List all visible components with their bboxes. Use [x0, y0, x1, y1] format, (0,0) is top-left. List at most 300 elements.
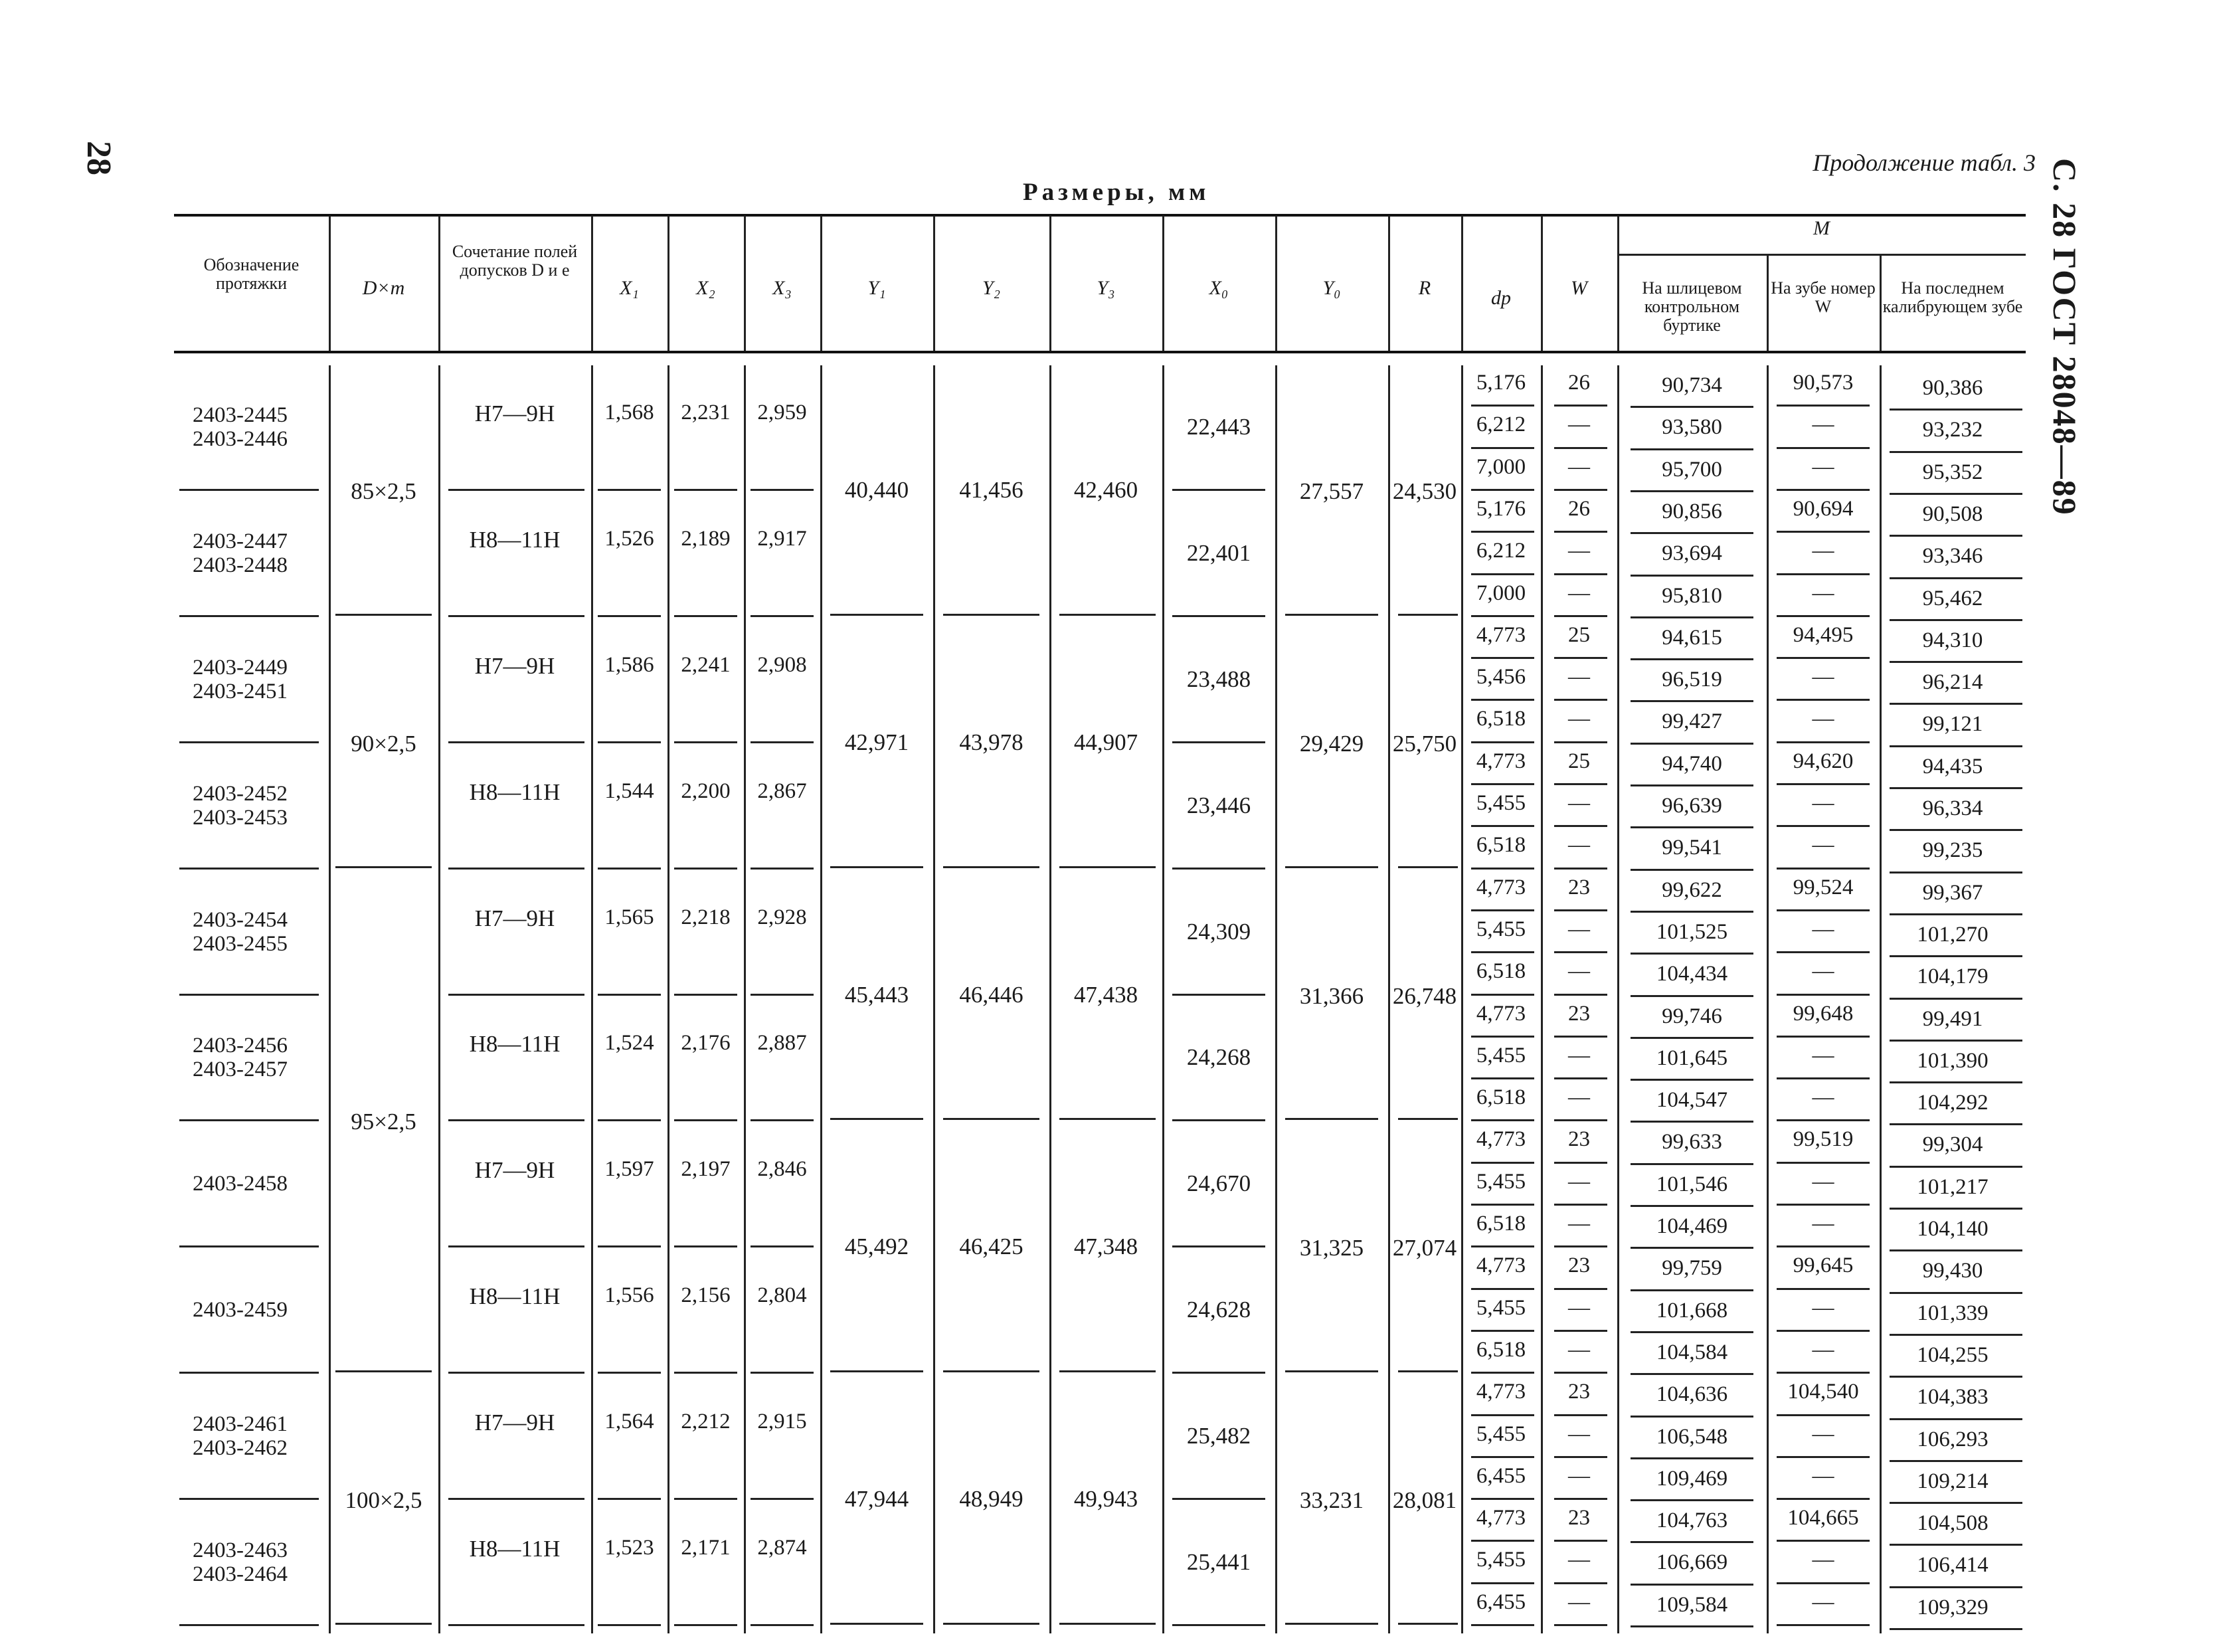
value-x2: 2,218	[681, 905, 731, 929]
value-m-tooth: —	[1812, 1463, 1834, 1488]
rule	[674, 741, 737, 743]
value-w: 23	[1568, 1127, 1590, 1152]
value-dp: 6,518	[1476, 1337, 1526, 1362]
value-m-last: 99,367	[1922, 880, 1983, 905]
rule	[1777, 825, 1870, 827]
value-dp: 4,773	[1476, 875, 1526, 899]
rule	[1631, 911, 1753, 913]
rule	[1890, 409, 2022, 411]
rule	[1777, 741, 1870, 743]
designation-code: 2403-2448	[193, 553, 288, 577]
rule	[1890, 1544, 2022, 1546]
rule	[1631, 1457, 1753, 1459]
rule	[1471, 1288, 1534, 1290]
value-x3: 2,915	[757, 1410, 807, 1434]
group-y3: 47,438	[1073, 981, 1138, 1008]
rule	[1890, 955, 2022, 957]
group-r: 27,074	[1392, 1235, 1457, 1261]
value-m-collar: 104,469	[1656, 1214, 1728, 1238]
value-x1: 1,586	[604, 652, 654, 677]
rule	[751, 1372, 814, 1374]
value-m-last: 101,390	[1917, 1048, 1989, 1073]
value-x0: 24,268	[1186, 1044, 1251, 1071]
rule	[1554, 1624, 1607, 1626]
value-x1: 1,524	[604, 1031, 654, 1055]
rule	[1554, 1414, 1607, 1416]
rule	[448, 1245, 584, 1247]
rule	[1471, 615, 1534, 617]
rule	[751, 489, 814, 491]
rule	[1471, 657, 1534, 659]
rule	[1172, 994, 1265, 996]
rule	[1172, 1119, 1265, 1121]
value-x3: 2,908	[757, 652, 807, 677]
value-m-tooth: —	[1812, 959, 1834, 984]
header-tolerance: Сочетание полей допусков D и e	[452, 242, 578, 280]
rule	[1172, 1372, 1265, 1374]
rule	[1554, 1204, 1607, 1206]
rule	[174, 351, 2026, 353]
rule	[1471, 1245, 1534, 1247]
rule	[751, 1119, 814, 1121]
designation-code: 2403-2451	[193, 679, 288, 703]
rule	[179, 1372, 319, 1374]
value-m-last: 96,334	[1922, 796, 1983, 820]
page-number: 28	[80, 141, 118, 175]
value-w: —	[1568, 539, 1590, 563]
designation-code: 2403-2449	[193, 655, 288, 680]
value-m-last: 104,508	[1917, 1511, 1989, 1536]
rule	[1162, 365, 1164, 1633]
value-x2: 2,231	[681, 400, 731, 424]
value-m-collar: 99,541	[1662, 836, 1722, 860]
rule	[1617, 365, 1619, 1633]
value-w: —	[1568, 1337, 1590, 1362]
rule	[1777, 573, 1870, 575]
value-m-collar: 94,740	[1662, 751, 1722, 776]
value-dp: 5,455	[1476, 1422, 1526, 1446]
group-y1: 40,440	[844, 476, 909, 503]
value-x2: 2,171	[681, 1536, 731, 1560]
value-m-collar: 99,759	[1662, 1256, 1722, 1281]
group-y1: 45,492	[844, 1234, 909, 1260]
value-x0: 24,309	[1186, 918, 1251, 945]
rule	[1471, 447, 1534, 449]
group-y1: 42,971	[844, 729, 909, 755]
value-dp: 4,773	[1476, 1506, 1526, 1530]
rule	[1767, 365, 1769, 1633]
rule	[1631, 869, 1753, 871]
rule	[1471, 951, 1534, 953]
rule	[329, 365, 331, 1633]
value-m-tooth: —	[1812, 1295, 1834, 1320]
rule	[1777, 615, 1870, 617]
rule	[1777, 868, 1870, 870]
rule	[1554, 825, 1607, 827]
value-x1: 1,544	[604, 779, 654, 803]
rule	[1777, 1036, 1870, 1038]
header-x0: X₀	[1209, 277, 1229, 299]
value-m-last: 104,255	[1917, 1342, 1989, 1367]
rule	[1554, 531, 1607, 533]
rule	[1777, 951, 1870, 953]
group-y3: 42,460	[1073, 476, 1138, 503]
header-m: M	[1813, 217, 1830, 239]
rule	[1631, 575, 1753, 577]
rule	[598, 489, 661, 491]
value-w: —	[1568, 454, 1590, 479]
value-m-tooth: 94,495	[1793, 622, 1854, 647]
designation-code: 2403-2463	[193, 1538, 288, 1563]
header-x3: X₃	[772, 277, 792, 299]
value-dp: 4,773	[1476, 622, 1526, 647]
rule	[1631, 532, 1753, 534]
rule	[335, 1370, 432, 1372]
rule	[1777, 1330, 1870, 1332]
rule	[1471, 909, 1534, 911]
value-m-tooth: 99,519	[1793, 1127, 1854, 1152]
designation-code: 2403-2462	[193, 1436, 288, 1461]
value-w: —	[1568, 1043, 1590, 1067]
value-w: 23	[1568, 1253, 1590, 1278]
designation-code: 2403-2453	[193, 805, 288, 830]
value-m-last: 94,310	[1922, 628, 1983, 652]
rule	[1471, 825, 1534, 827]
value-m-collar: 106,548	[1656, 1424, 1728, 1449]
rule	[1285, 1118, 1378, 1120]
rule	[1631, 1373, 1753, 1375]
rule	[1631, 406, 1753, 408]
rule	[1554, 1036, 1607, 1038]
value-x3: 2,804	[757, 1283, 807, 1308]
continuation-label: Продолжение табл. 3	[1813, 149, 2036, 176]
rule	[667, 365, 669, 1633]
value-m-tooth: —	[1812, 539, 1834, 563]
rule	[1890, 913, 2022, 915]
rule	[448, 1119, 584, 1121]
rule	[598, 1245, 661, 1247]
group-y2: 41,456	[959, 476, 1023, 503]
header-y1: Y₁	[867, 277, 886, 299]
value-m-collar: 95,810	[1662, 583, 1722, 608]
rule	[943, 1118, 1039, 1120]
rule	[1471, 1582, 1534, 1584]
rule	[448, 615, 584, 617]
rule	[1631, 1121, 1753, 1123]
rule	[1059, 1370, 1156, 1372]
value-x3: 2,917	[757, 526, 807, 551]
rule	[1172, 1498, 1265, 1500]
rule	[1285, 866, 1378, 868]
value-w: —	[1568, 1463, 1590, 1488]
tolerance: H8—11H	[469, 779, 561, 805]
rule	[1777, 657, 1870, 659]
value-x3: 2,874	[757, 1536, 807, 1560]
header-m-sub1: На шлицевом контрольном буртике	[1642, 278, 1742, 335]
rule	[1285, 1623, 1378, 1625]
rule	[1554, 447, 1607, 449]
value-w: —	[1568, 707, 1590, 731]
rule	[1471, 573, 1534, 575]
value-m-collar: 101,668	[1656, 1298, 1728, 1323]
value-m-last: 99,304	[1922, 1133, 1983, 1157]
rule	[1471, 783, 1534, 785]
value-m-last: 93,346	[1922, 544, 1983, 569]
rule	[1398, 1623, 1458, 1625]
value-w: 23	[1568, 1380, 1590, 1404]
rule	[1554, 909, 1607, 911]
rule	[1059, 1118, 1156, 1120]
rule	[674, 1498, 737, 1500]
group-dm: 100×2,5	[345, 1487, 422, 1514]
value-x2: 2,156	[681, 1283, 731, 1308]
rule	[1631, 743, 1753, 745]
value-m-tooth: —	[1812, 1337, 1834, 1362]
designation-code: 2403-2457	[193, 1057, 288, 1082]
value-m-collar: 90,856	[1662, 499, 1722, 523]
rule	[1890, 1502, 2022, 1504]
rule	[674, 994, 737, 996]
value-m-tooth: —	[1812, 1085, 1834, 1110]
rule	[1471, 1204, 1534, 1206]
rule	[1890, 619, 2022, 621]
rule	[598, 1372, 661, 1374]
value-x2: 2,197	[681, 1157, 731, 1182]
rule	[598, 741, 661, 743]
designation-code: 2403-2456	[193, 1034, 288, 1058]
rule	[1172, 489, 1265, 491]
rule	[1631, 1037, 1753, 1039]
rule	[674, 1624, 737, 1626]
value-m-tooth: —	[1812, 707, 1834, 731]
rule	[751, 1245, 814, 1247]
rule	[744, 365, 746, 1633]
rule	[1285, 614, 1378, 616]
value-m-last: 96,214	[1922, 670, 1983, 695]
rule	[1890, 872, 2022, 873]
rule	[1890, 745, 2022, 747]
value-x1: 1,526	[604, 526, 654, 551]
designation-code: 2403-2454	[193, 907, 288, 932]
rule	[1777, 531, 1870, 533]
rule	[751, 1624, 814, 1626]
rule	[1554, 1288, 1607, 1290]
rule	[1471, 1330, 1534, 1332]
rule	[438, 365, 440, 1633]
tolerance: H7—9H	[474, 400, 555, 426]
rule	[933, 365, 935, 1633]
value-m-last: 101,217	[1917, 1174, 1989, 1199]
value-dp: 7,000	[1476, 581, 1526, 605]
rule	[1631, 1205, 1753, 1207]
rule	[1777, 1624, 1870, 1626]
rule	[1554, 1119, 1607, 1121]
value-m-tooth: —	[1812, 917, 1834, 941]
tolerance: H8—11H	[469, 526, 561, 553]
rule	[943, 1370, 1039, 1372]
value-w: 26	[1568, 371, 1590, 395]
value-w: —	[1568, 1212, 1590, 1236]
value-dp: 6,212	[1476, 539, 1526, 563]
value-w: —	[1568, 833, 1590, 858]
header-y0: Y₀	[1322, 277, 1341, 299]
value-m-tooth: 99,645	[1793, 1253, 1854, 1278]
rule	[179, 868, 319, 870]
value-m-collar: 90,734	[1662, 373, 1722, 397]
rule	[179, 741, 319, 743]
value-m-tooth: —	[1812, 1169, 1834, 1194]
rule	[1890, 787, 2022, 789]
rule	[1631, 1331, 1753, 1333]
rule	[1554, 699, 1607, 701]
rule	[1777, 994, 1870, 996]
value-m-tooth: —	[1812, 1422, 1834, 1446]
value-m-last: 101,270	[1917, 922, 1989, 947]
rule	[1777, 699, 1870, 701]
rule	[751, 741, 814, 743]
value-w: —	[1568, 959, 1590, 984]
rule	[448, 489, 584, 491]
rule	[335, 1623, 432, 1625]
rule	[1631, 1416, 1753, 1418]
rule	[598, 1119, 661, 1121]
value-dp: 4,773	[1476, 1127, 1526, 1152]
rule	[1777, 1498, 1870, 1500]
value-m-tooth: —	[1812, 665, 1834, 689]
value-m-collar: 101,546	[1656, 1172, 1728, 1196]
value-m-tooth: —	[1812, 1590, 1834, 1614]
value-m-last: 104,383	[1917, 1385, 1989, 1410]
rule	[1890, 998, 2022, 1000]
value-m-last: 104,179	[1917, 964, 1989, 989]
value-m-tooth: —	[1812, 791, 1834, 815]
rule	[174, 214, 2026, 217]
value-m-last: 104,292	[1917, 1091, 1989, 1115]
rule	[1631, 1289, 1753, 1291]
rule	[1471, 1498, 1534, 1500]
value-m-collar: 104,763	[1656, 1509, 1728, 1533]
value-m-last: 99,491	[1922, 1006, 1983, 1031]
rule	[1777, 405, 1870, 407]
value-m-tooth: 90,573	[1793, 371, 1854, 395]
rule	[1471, 741, 1534, 743]
rule	[1554, 615, 1607, 617]
rule	[1172, 1245, 1265, 1247]
rule	[179, 1498, 319, 1500]
designation-code: 2403-2455	[193, 931, 288, 956]
rule	[1777, 1582, 1870, 1584]
value-m-tooth: —	[1812, 833, 1834, 858]
rule	[448, 1624, 584, 1626]
rule	[1285, 1370, 1378, 1372]
value-m-collar: 104,636	[1656, 1382, 1728, 1407]
rule	[674, 615, 737, 617]
value-dp: 6,455	[1476, 1590, 1526, 1614]
value-m-last: 109,214	[1917, 1469, 1989, 1493]
rule	[1890, 493, 2022, 495]
value-dp: 5,176	[1476, 371, 1526, 395]
rule	[1777, 1119, 1870, 1121]
rule	[1777, 783, 1870, 785]
rule	[943, 1623, 1039, 1625]
value-w: 23	[1568, 875, 1590, 899]
group-y0: 33,231	[1299, 1487, 1364, 1514]
rule	[1631, 1163, 1753, 1165]
value-dp: 5,455	[1476, 791, 1526, 815]
group-y3: 44,907	[1073, 729, 1138, 755]
rule	[1777, 1288, 1870, 1290]
running-header: С. 28 ГОСТ 28048—89	[2046, 158, 2083, 516]
group-r: 26,748	[1392, 982, 1457, 1009]
rule	[1554, 489, 1607, 491]
group-y2: 46,446	[959, 981, 1023, 1008]
value-dp: 5,456	[1476, 665, 1526, 689]
rule	[943, 614, 1039, 616]
value-m-last: 95,462	[1922, 586, 1983, 610]
rule	[1471, 994, 1534, 996]
rule	[1471, 1119, 1534, 1121]
value-m-tooth: —	[1812, 581, 1834, 605]
value-dp: 4,773	[1476, 1001, 1526, 1026]
value-m-collar: 99,427	[1662, 709, 1722, 734]
rule	[1890, 1081, 2022, 1083]
value-x3: 2,959	[757, 400, 807, 424]
rule	[1617, 254, 2026, 256]
rule	[1554, 1582, 1607, 1584]
value-w: —	[1568, 581, 1590, 605]
rule	[179, 1119, 319, 1121]
rule	[1777, 1372, 1870, 1374]
value-x1: 1,568	[604, 400, 654, 424]
rule	[1059, 866, 1156, 868]
value-x0: 23,446	[1186, 792, 1251, 818]
value-m-tooth: —	[1812, 1548, 1834, 1572]
rule	[1554, 783, 1607, 785]
value-dp: 6,212	[1476, 413, 1526, 437]
rule	[1172, 868, 1265, 870]
value-w: —	[1568, 413, 1590, 437]
value-x2: 2,176	[681, 1031, 731, 1055]
rule	[1172, 741, 1265, 743]
rule	[438, 216, 440, 351]
rule	[335, 866, 432, 868]
tolerance: H7—9H	[474, 1410, 555, 1436]
value-w: —	[1568, 1295, 1590, 1320]
rule	[1890, 1040, 2022, 1042]
header-y3: Y₃	[1097, 277, 1115, 299]
designation-code: 2403-2459	[193, 1298, 288, 1323]
value-m-tooth: —	[1812, 454, 1834, 479]
header-x1: X₁	[620, 277, 639, 299]
rule	[448, 741, 584, 743]
value-m-collar: 99,746	[1662, 1004, 1722, 1028]
rule	[1554, 1077, 1607, 1079]
rule	[1890, 1208, 2022, 1210]
designation-code: 2403-2447	[193, 529, 288, 553]
rule	[1890, 703, 2022, 705]
header-m-sub2: На зубе номер W	[1771, 278, 1876, 316]
tolerance: H7—9H	[474, 652, 555, 679]
value-m-last: 99,121	[1922, 712, 1983, 737]
rule	[335, 614, 432, 616]
rule	[1890, 1123, 2022, 1125]
value-x0: 25,482	[1186, 1423, 1251, 1449]
rule	[1471, 1540, 1534, 1542]
rule	[1631, 953, 1753, 955]
rule	[751, 994, 814, 996]
rule	[1777, 489, 1870, 491]
value-m-collar: 94,615	[1662, 625, 1722, 650]
